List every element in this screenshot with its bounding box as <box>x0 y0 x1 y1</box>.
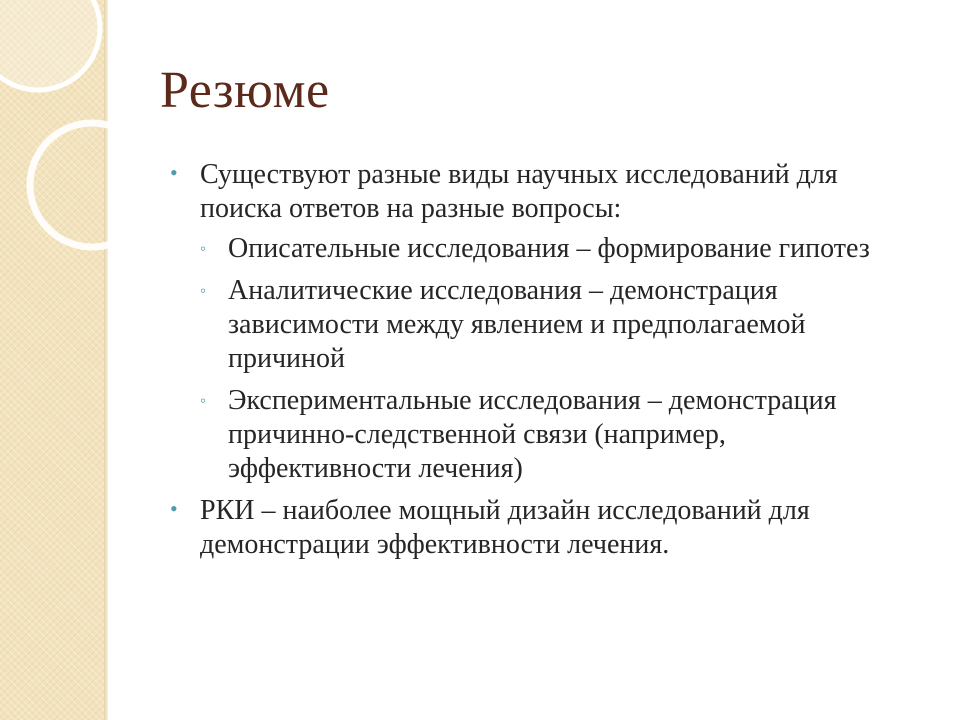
bullet-text: РКИ – наиболее мощный дизайн исследований для демонстрации эффективности лечения. <box>200 495 810 560</box>
sub-bullet-item <box>200 232 910 266</box>
sub-bullet-text: Экспериментальные исследования – демонстрация причинно-следственной связи (например, эффективности лечения) <box>228 385 837 484</box>
bullet-item <box>170 158 910 226</box>
sub-bullet-circle-icon: ◦ <box>200 281 207 300</box>
sub-bullet-text: Описательные исследования – формирование гипотез <box>228 233 870 264</box>
sub-bullet-list <box>170 232 910 486</box>
sub-bullet-circle-icon: ◦ <box>200 391 207 410</box>
decorative-circles <box>0 0 130 260</box>
decorative-ring <box>30 123 130 247</box>
sub-bullet-item <box>200 274 910 376</box>
slide-content <box>170 158 910 568</box>
sub-bullet-circle-icon: ◦ <box>200 239 207 258</box>
sub-bullet-text: Аналитические исследования – демонстрация зависимости между явлением и предполагаемой причиной <box>228 275 806 374</box>
slide-title: Резюме <box>160 62 330 119</box>
bullet-item <box>170 494 910 562</box>
decorative-circle-large <box>0 0 100 90</box>
bullet-text: Существуют разные виды научных исследований для поиска ответов на разные вопросы: <box>200 159 838 224</box>
bullet-dot-icon: • <box>170 496 178 521</box>
sub-bullet-item <box>200 384 910 486</box>
bullet-dot-icon: • <box>170 160 178 185</box>
